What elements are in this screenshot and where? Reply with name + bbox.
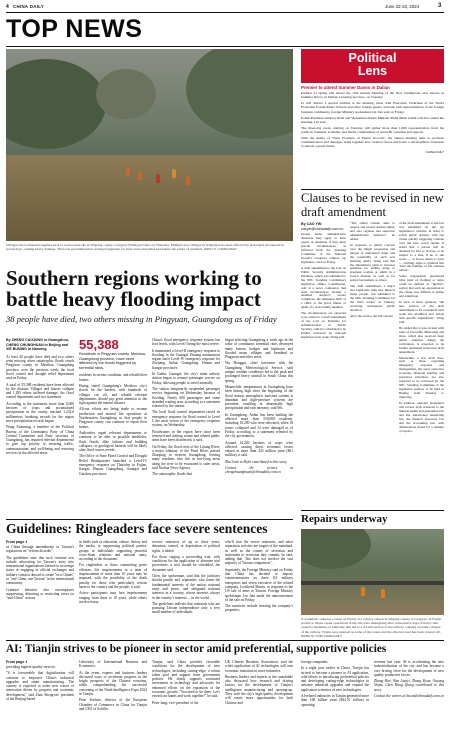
political-paragraph: With the theme of "Next Frontiers of Future Growth", the annual meeting aims to promote communication and dialogue, bring together new creative forces and foster a development consensus to unlock a green future. <box>301 136 444 149</box>
political-paragraph: Polish President Andrzej Duda and Vietnamese Prime Minister Pham Minh Chinh will also attend the meeting, Lin said. <box>301 115 444 124</box>
political-paragraph: Li will deliver a special address at the meeting, meet with Executive Chairman of the World Economic Forum Klaus Schwab and other foreign guests, and talk with representatives of the foreign business community, foreign Ministry spokesman Lin Jian said on Friday. <box>301 101 444 114</box>
ai-col-3 <box>152 660 220 707</box>
repairs-rule <box>301 510 444 511</box>
header-rule <box>6 12 444 13</box>
guidelines-paragraph: Chen, the spokesman, said that the judiciary should punish and separatists who harm the fundamental interests of the nation, national unity and peace, and safeguard national interests in a country, whose interests always in the country's interests ... in the world. <box>152 574 220 600</box>
clauses-paragraph: Some respondents questioned what kind of clothing or signs could be defined as "hurtful", saying that such an expression in the clause was difficult to define and adjudicate. <box>399 274 444 299</box>
main-paragraph: Meanwhile, temperatures in Guangdong have been hitting high since the beginning of the flood season, atmospheric moisture content is abundant and high-pressure systems are prevalent, resulting in abnormally high precipitation and rain intensity, said Wu. <box>225 384 293 411</box>
main-paragraph: Around 14,240 hectares of crops were affected, causing direct economic losses valued at more than 443 million yuan ($61 million), it said. <box>225 440 293 458</box>
main-paragraph: residents in serious condition, and rebuild their homes. <box>79 373 147 382</box>
stat-number: 55,388 <box>79 337 119 352</box>
photo-caption: Villagers move material supplies back to a relocation site in Wujiang county, Longyan (Yulin) province on Thursday. Multiple new villages in Wujiang have been affected by prolonged downpours in recent days, causing heavy damage. The local government has arranged upgrades for land, areas and relief and ensure the safety of residents. ZHOU YI / CHINA DAILY <box>6 243 284 252</box>
person-figure <box>186 176 190 185</box>
main-paragraph: The catastrophic floods that <box>152 472 193 477</box>
guidelines-paragraph: Criminal behavior also encompasses suppressing, distorting or restricting views on "anti-China" actions <box>6 587 74 601</box>
rail-track <box>301 581 444 585</box>
main-paragraph: Authorities urged relevant departments to continue to be alert to possible landslides, flash floods, dike failures and building collapses, as geological hazards will be likely after flood waters recede. <box>79 430 147 453</box>
person-figure <box>126 167 130 176</box>
worker-figure <box>361 587 365 596</box>
main-paragraph: In Guangdong, Anhui has been battling the affected more than 550,000 residents, including 10,200 who were relocated, when 18 towns collapsed and 14 were damaged as of Friday, according to a statement released by the city government. <box>225 412 293 439</box>
ai-paragraph: Business leaders and experts at the roundtable also discussed how research and driving factors for the development of Tianjin's intelligence manufacturing and opening-up. They said the city's high-quality development will create more opportunities for both Chinese and <box>225 674 293 705</box>
floodwater <box>6 155 293 241</box>
ai-paragraph: In a night post earlier in China, Tianjin has strived to become a pioneer in AI application, with efforts to introducing preferential policies and developing cutting-edge technologies to advance industrial upgrades and expand the application scenarios of new technologies. <box>301 666 369 692</box>
repairs-photo <box>301 529 444 615</box>
guidelines-headline: Guidelines: Ringleaders face severe sentences <box>6 521 268 536</box>
ai-paragraph: foreign companies. <box>301 660 329 664</box>
ai-paragraph: AI-related industries in Tianjin generated more than 168 billion yuan ($44.51 billion) in operating <box>301 694 369 707</box>
main-paragraph: Wang Xiaoming, a member of the Political Bureau of the Communist Party of China Central Committee and Party secretary of Guangdong, has required relevant departments to give top priority to ensuring traffic, communication, and well-being and restoring services in the affected areas. <box>6 425 74 456</box>
guidelines-paragraph: in fields such as education, culture, history and the media, or suppressing political parties, groups or individuals supporting peaceful cross-Strait relations and national unity, according to the document. <box>79 540 147 562</box>
main-col-3 <box>152 338 220 479</box>
ai-paragraph: "It is foreseeable that digitalization will continue to empower China's industrial upgrades and smart manufacturing. The country is expected to usher new waves of innovation driven by progress and economic development," said Zhao Shengwei, president of the Beijing-based <box>6 671 74 702</box>
political-credit: CHINA DAILY <box>425 150 444 155</box>
clauses-col-1 <box>301 222 346 342</box>
main-paragraph: Wu Honggui, chief forecaster with the Guangdong Meteorological Service, said unique weather conditions led to the peak and prolonged heavy rainfall in South China this spring. <box>225 361 293 383</box>
main-col-2 <box>79 338 147 478</box>
page-number-right: 3 <box>438 3 442 9</box>
ai-contact: Contact the writers at liuxin@chinadaily.com.cn <box>374 694 444 699</box>
main-paragraph: According to the statement, more than 8,000 hectares of crops and accumulated precipitation in the county reached 1,232.6 millimeters, breaking records for the region since precipitation records began. <box>6 401 74 423</box>
clauses-paragraph: People under administrative detention may apply to have places of detention if they meet special circumstances, as reflected from the Standing Committee of the National People's Congress, China's top legislature, said on Friday. <box>301 232 346 264</box>
ai-contributor: Zhang Hao, Wan Lianyi, Zhang Yiyun, Ouyang Shijia, Chen Hong Qiang contributed to this story. <box>374 679 444 692</box>
ai-paragraph: University of International Business and Economics. <box>79 660 147 669</box>
main-deck: 38 people have died, two others missing in Pingyuan, Guangdong as of Friday <box>6 314 277 324</box>
photo-credit: ZHOU YI / CHINA DAILY <box>204 247 238 252</box>
ai-paragraph: At the event, experts and business leaders discussed ways to accelerate progress in the bright prospects of the Chinese economy, while comprehending the successful convening of the Ninth Intelligence Expo 2024 in Tianjin. <box>79 670 147 697</box>
section-title: TOP NEWS <box>6 15 143 43</box>
main-col-4 <box>225 338 293 477</box>
ai-col-2 <box>79 660 147 713</box>
clauses-paragraph: After the review, the full version <box>350 313 393 318</box>
main-byline-2: CHENG CHUNGHUAN in Beijing and <box>6 342 69 347</box>
ai-paragraph: Tianjin, said China provides favorable conditions for the development of new technologies, including cutting-edge, a robust talent pool and support from government policies. He firmly supports continued investment in technology and advocates for enhanced efforts on the expansion of the economic growth. "You need to be there. Let's extend our hands and work together!" he said. <box>152 660 220 699</box>
page-number-left: 4 <box>6 4 9 10</box>
repairs-headline: Repairs underway <box>301 513 388 525</box>
guidelines-from-page: From page 1 <box>6 540 28 544</box>
main-paragraph: At least 40 people have died and two others went missing when catastrophic floods struck Pingyuan county in Meizhou, Guangdong province, over the previous week, the local flood control and drought relief department said on Friday. <box>6 354 74 381</box>
clauses-email: caoyin@chinadaily.com.cn <box>301 226 344 231</box>
ai-col-1 <box>6 660 74 703</box>
ai-paragraph: UK Chinese Business Association, said the wider application of AI technologies will turn economic transition in more industries. <box>225 660 293 673</box>
main-byline-1: By ZHENG CAIXIONG in Guangzhou, <box>6 338 69 342</box>
ai-headline: AI: Tianjin strives to be pioneer in sector amid preferential, supportive policies <box>6 643 387 655</box>
tree-shape <box>6 59 106 149</box>
guidelines-paragraph: The guidelines indicate that criminals who are pursuing Taiwan independence only a very small number of individuals <box>152 601 220 615</box>
main-paragraph: All-out efforts are being made to resume production and normal life operations at Northeastern Guangdong so that people in Pingyuan county can continue to repair their homes. <box>79 407 147 429</box>
tree-shape <box>96 69 156 119</box>
clauses-col-2 <box>350 222 395 321</box>
ai-col-5 <box>301 660 369 709</box>
clauses-col-3 <box>399 222 444 436</box>
ai-paragraph: providing highest-quality services. <box>6 665 56 669</box>
guidelines-col-2 <box>79 540 147 606</box>
issue-date: June 22-23, 2024 <box>385 4 420 9</box>
political-paragraph: Premier Li Qiang will attend the 15th Annual Meeting of the New Champions, also known as Summer Davos, in Dalian, Liaoning province, on Tuesday. <box>301 91 444 100</box>
guidelines-rule <box>6 519 293 520</box>
main-contact: Contact the writers at chengchuanghuan@chinadaily.com.cn <box>225 466 293 475</box>
main-paragraph: On Friday, the flood crest of the Lijiang River, a major tributary of the Pearl River, passed Zhaoping in western Guangdong, leaving many residents who live in low-lying areas along the river to be evacuated to safer areas, said Xinhua News Agency. <box>152 444 220 471</box>
main-col-1 <box>6 338 74 457</box>
main-paragraph: A total of 55,388 residents have been affected by the disaster. Villages and houses collapse and 1,285 others suffered damage, the flood control department said in a statement. <box>6 382 74 400</box>
repairs-caption: A workman collapses a street on Friday at a railway station in Wuping county of Longyan, in Fujian province. Major repair operations at the site were undergoing after consecutive days of heavy rain caused a landslide on Thursday that led to a 4.3 km section of the railway, causing a partial collapse of the railway. Trains were delayed as some of the routes and the affected road has been cleared off. WANG SI / FOR CHINA DAILY <box>301 617 442 638</box>
political-box <box>301 85 444 154</box>
main-paragraph: began affecting Guangdong a week ago in the wake of continuous torrential rains destroyed many houses, bridges and highways and flooded many villages and farmland in Pingyuan and other areas. <box>225 338 293 360</box>
guidelines-paragraph: For ringleaders or those committing grave offenses, life imprisonment or a term of imprisonment of more than 10 years may be imposed, with the possibility of the death penalty for those who particularly serious harm to the country and the people, it said. <box>79 563 147 589</box>
political-lens-banner <box>301 49 444 83</box>
clauses-paragraph: Meanwhile, a few draft laws, such as those regarding emergency response and management, the rural collective economy, financial stability and preschool education, are also expected to be reviewed by the NPC Standing Committee at the legislative session, to be held in Beijing from Tuesday to Thursday. <box>399 355 444 400</box>
guidelines-paragraph: The guidelines state that such criminal acts include advocating for Taiwan's entry into international organizations limited to sovereign states or engaging in official exchanges and military contacts abroad to create "two Chinas" or "one China, one Taiwan" in the international community. <box>6 555 74 586</box>
worker-figure <box>381 589 385 598</box>
main-paragraph: It maintained a Level-II emergency response to flooding in the Guangxi Zhuang autonomous region and a Level-IV emergency response for Zhejiang, Anhui, Guangdong, Hunan and Jiangxi provinces. <box>152 348 220 370</box>
stat-text: Residents in Pingyuan county, Meizhou, Guangdong province, have been affected by the floods triggered by torrential rains. <box>79 352 147 370</box>
flood-photo <box>6 49 293 241</box>
political-rule <box>301 189 444 190</box>
clauses-paragraph: The draft amendment, a major and legislative item that impacts many people, was submitted to the NPC Standing Committee for the third review in January, receiving widespread public attention. <box>350 284 395 313</box>
main-paragraph: The station temporarily suspended passenger service beginning on Wednesday because of flooding. Nearly 600 passengers and some stranded waiting area, according to a statement released by the station. <box>152 386 220 409</box>
clauses-paragraph: "The added content aims to respect and protect human rights, and also regulate and supervise administrative behavior," he added. <box>350 221 395 241</box>
ai-paragraph: revenue last year. AI is accelerating the new industrialization of the city and has become a core driving force for the development of new quality productive forces. <box>374 660 444 677</box>
ai-col-6 <box>374 660 444 700</box>
repairs-credit: WANG SI / FOR CHINA DAILY <box>301 633 343 638</box>
clauses-paragraph: In addition, national lawmakers will review draft revisions to the mineral health and quarantine law and the anti-money laundering law, the mineral resources law and the accounting law, with deliberations slated for a number of reports. <box>399 400 444 433</box>
guidelines-col-1 <box>6 540 74 603</box>
main-headline: Southern regions working to battle heavy flooding impact <box>6 266 262 311</box>
clauses-paragraph: He added that it was revised with rules of favorable illustrating and more, which also received huge public attention during the solicitation, is expected to be further optimized in the new draft amendment. <box>399 325 444 354</box>
political-head: Premier to attend Summer Davos in Dalian <box>301 85 390 90</box>
main-byline-3: XIE BUNING in Nanning <box>6 347 47 352</box>
ai-from-page: From page 1 <box>6 660 28 664</box>
main-paragraph: In Guilin, Guangxi, the city's main railway station began to resume passenger service on Friday, allowing people to travel normally. <box>152 372 220 385</box>
clauses-paragraph: In response to public concern over the illegal possession and unique of unlicensed drugs and the possibility of such acts harming others, Wang said that the amendment plans to increase penalties for selling drugs to pregnant women or adults in a forced manner, as well as for sexual harassment or others. <box>350 242 395 283</box>
political-paragraph: The three-day event, starting on Tuesday, will gather more than 1,600 representatives from the political, business, academic and media communities of about 80 countries and regions. <box>301 125 444 134</box>
main-contributor: Zhu Lixin in Hefei contributed to this story. <box>225 459 288 464</box>
guidelines-paragraph: of China through amendments to Taiwan's regulations on "reform disorder". <box>6 545 74 554</box>
guidelines-paragraph: who'll face the severe sentences, and other separatists activists are targets of the mainland, as well as the crimes of secession and incitement to secession they commit, he said, adding that "this does not involve the vast majority of Taiwan compatriots". <box>225 540 293 566</box>
section-rule <box>6 46 444 47</box>
main-paragraph: China's flood emergency response system has four levels, with Level I being the most severe. <box>152 338 220 347</box>
guidelines-paragraph: receive sentences of up to three years, detention, control, or deprivation of political rights, it added. <box>152 540 220 553</box>
main-paragraph: The local flood control department raised its emergency response for flood control to Level I, the most severe of the emergency response system, on Wednesday. <box>152 410 220 428</box>
main-paragraph: Floodwaters in the region have since been removed and waiting rooms and related public areas have been disinfected, it said. <box>152 429 220 443</box>
guidelines-col-3 <box>152 540 220 617</box>
clauses-byline: By CAO YIN <box>301 222 322 226</box>
person-figure <box>172 169 176 178</box>
ai-paragraph: Peter Jung, vice-president of the <box>152 700 199 705</box>
guidelines-paragraph: Separately, the Foreign Ministry said on Friday that China has decided to impose countermeasures on three US military enterprises and seven executive of the related company, Lockheed Martin, in response to the US sale of arms to Taiwan. Foreign Ministry spokesman Lin Jian made the announcement of the sale on Friday. <box>225 567 293 602</box>
masthead-small: CHINA DAILY <box>13 4 45 9</box>
main-paragraph: Huang stated Guangdong's Meizhou city's floods hit the hardest, with hundreds of villages cut off, and rebuild relevant departments should pay great attention to the fight against the natural disaster. <box>79 383 147 406</box>
person-figure <box>138 171 142 180</box>
guidelines-paragraph: For those staging a proceeding trial, with conditions for the application of absentee trial procedures, a trial should be scheduled, the document said. <box>152 554 220 572</box>
political-lens-title: Political Lens <box>348 51 397 78</box>
tree-shape <box>186 49 293 139</box>
guidelines-col-4 <box>225 540 293 615</box>
ai-paragraph: Peter Stichter, director of the European Chamber of Commerce in China for Tianjin and CEO of Schiller <box>79 698 147 711</box>
clauses-paragraph: In view of those opinions, "the new version of the draft amendment to be considered next week has modified that article with specific stipulations", Wang said. <box>399 300 444 324</box>
tree-shape <box>301 529 371 569</box>
ai-rule <box>6 640 444 641</box>
main-paragraph: The Office of State Flood Control and Drought Relief Headquarters launched a Level-IV emergency response on Thursday in Fujian, Jiangxi, Hunan, Guangdong, Guangxi and Guizhou provinces. <box>79 454 147 476</box>
ai-col-4 <box>225 660 293 707</box>
clauses-headline: Clauses to be revised in new draft amendment <box>301 191 444 219</box>
clauses-paragraph: of the draft amendment to the law was published on the top legislature's website, in order to solicit public opinion, with one clause quickly triggering a debate over the new social media. It stated that a person will be detained for five to 10 days, or be subject to a fine, if he or she wears — or forces others to wear — clothing, signs or symbols that "hurt the feelings of the Chinese nation". <box>399 221 444 273</box>
clauses-paragraph: A draft amendment to the Law on Public Security Administration Penalties, which was submitted to the NPC Standing Committee's legislative affairs Commission, said at a news conference that such circumstances include a detained subject's severe conditions, the imminent birth of a child, or the grave illness or death of a close family member. <box>301 265 346 310</box>
clauses-paragraph: The circumstances are expected to be added to a draft amendment of the Law on Penalties for Administration of Public Security, which is scheduled to be further reviewed by national legislators next week, Wang said. <box>301 311 346 340</box>
guidelines-paragraph: Active participants may face imprisonment ranging from three to 10 years, while others involved may <box>79 591 147 604</box>
person-figure <box>156 174 160 183</box>
guidelines-paragraph: The sanctions include freezing the company's properties. <box>225 604 293 613</box>
